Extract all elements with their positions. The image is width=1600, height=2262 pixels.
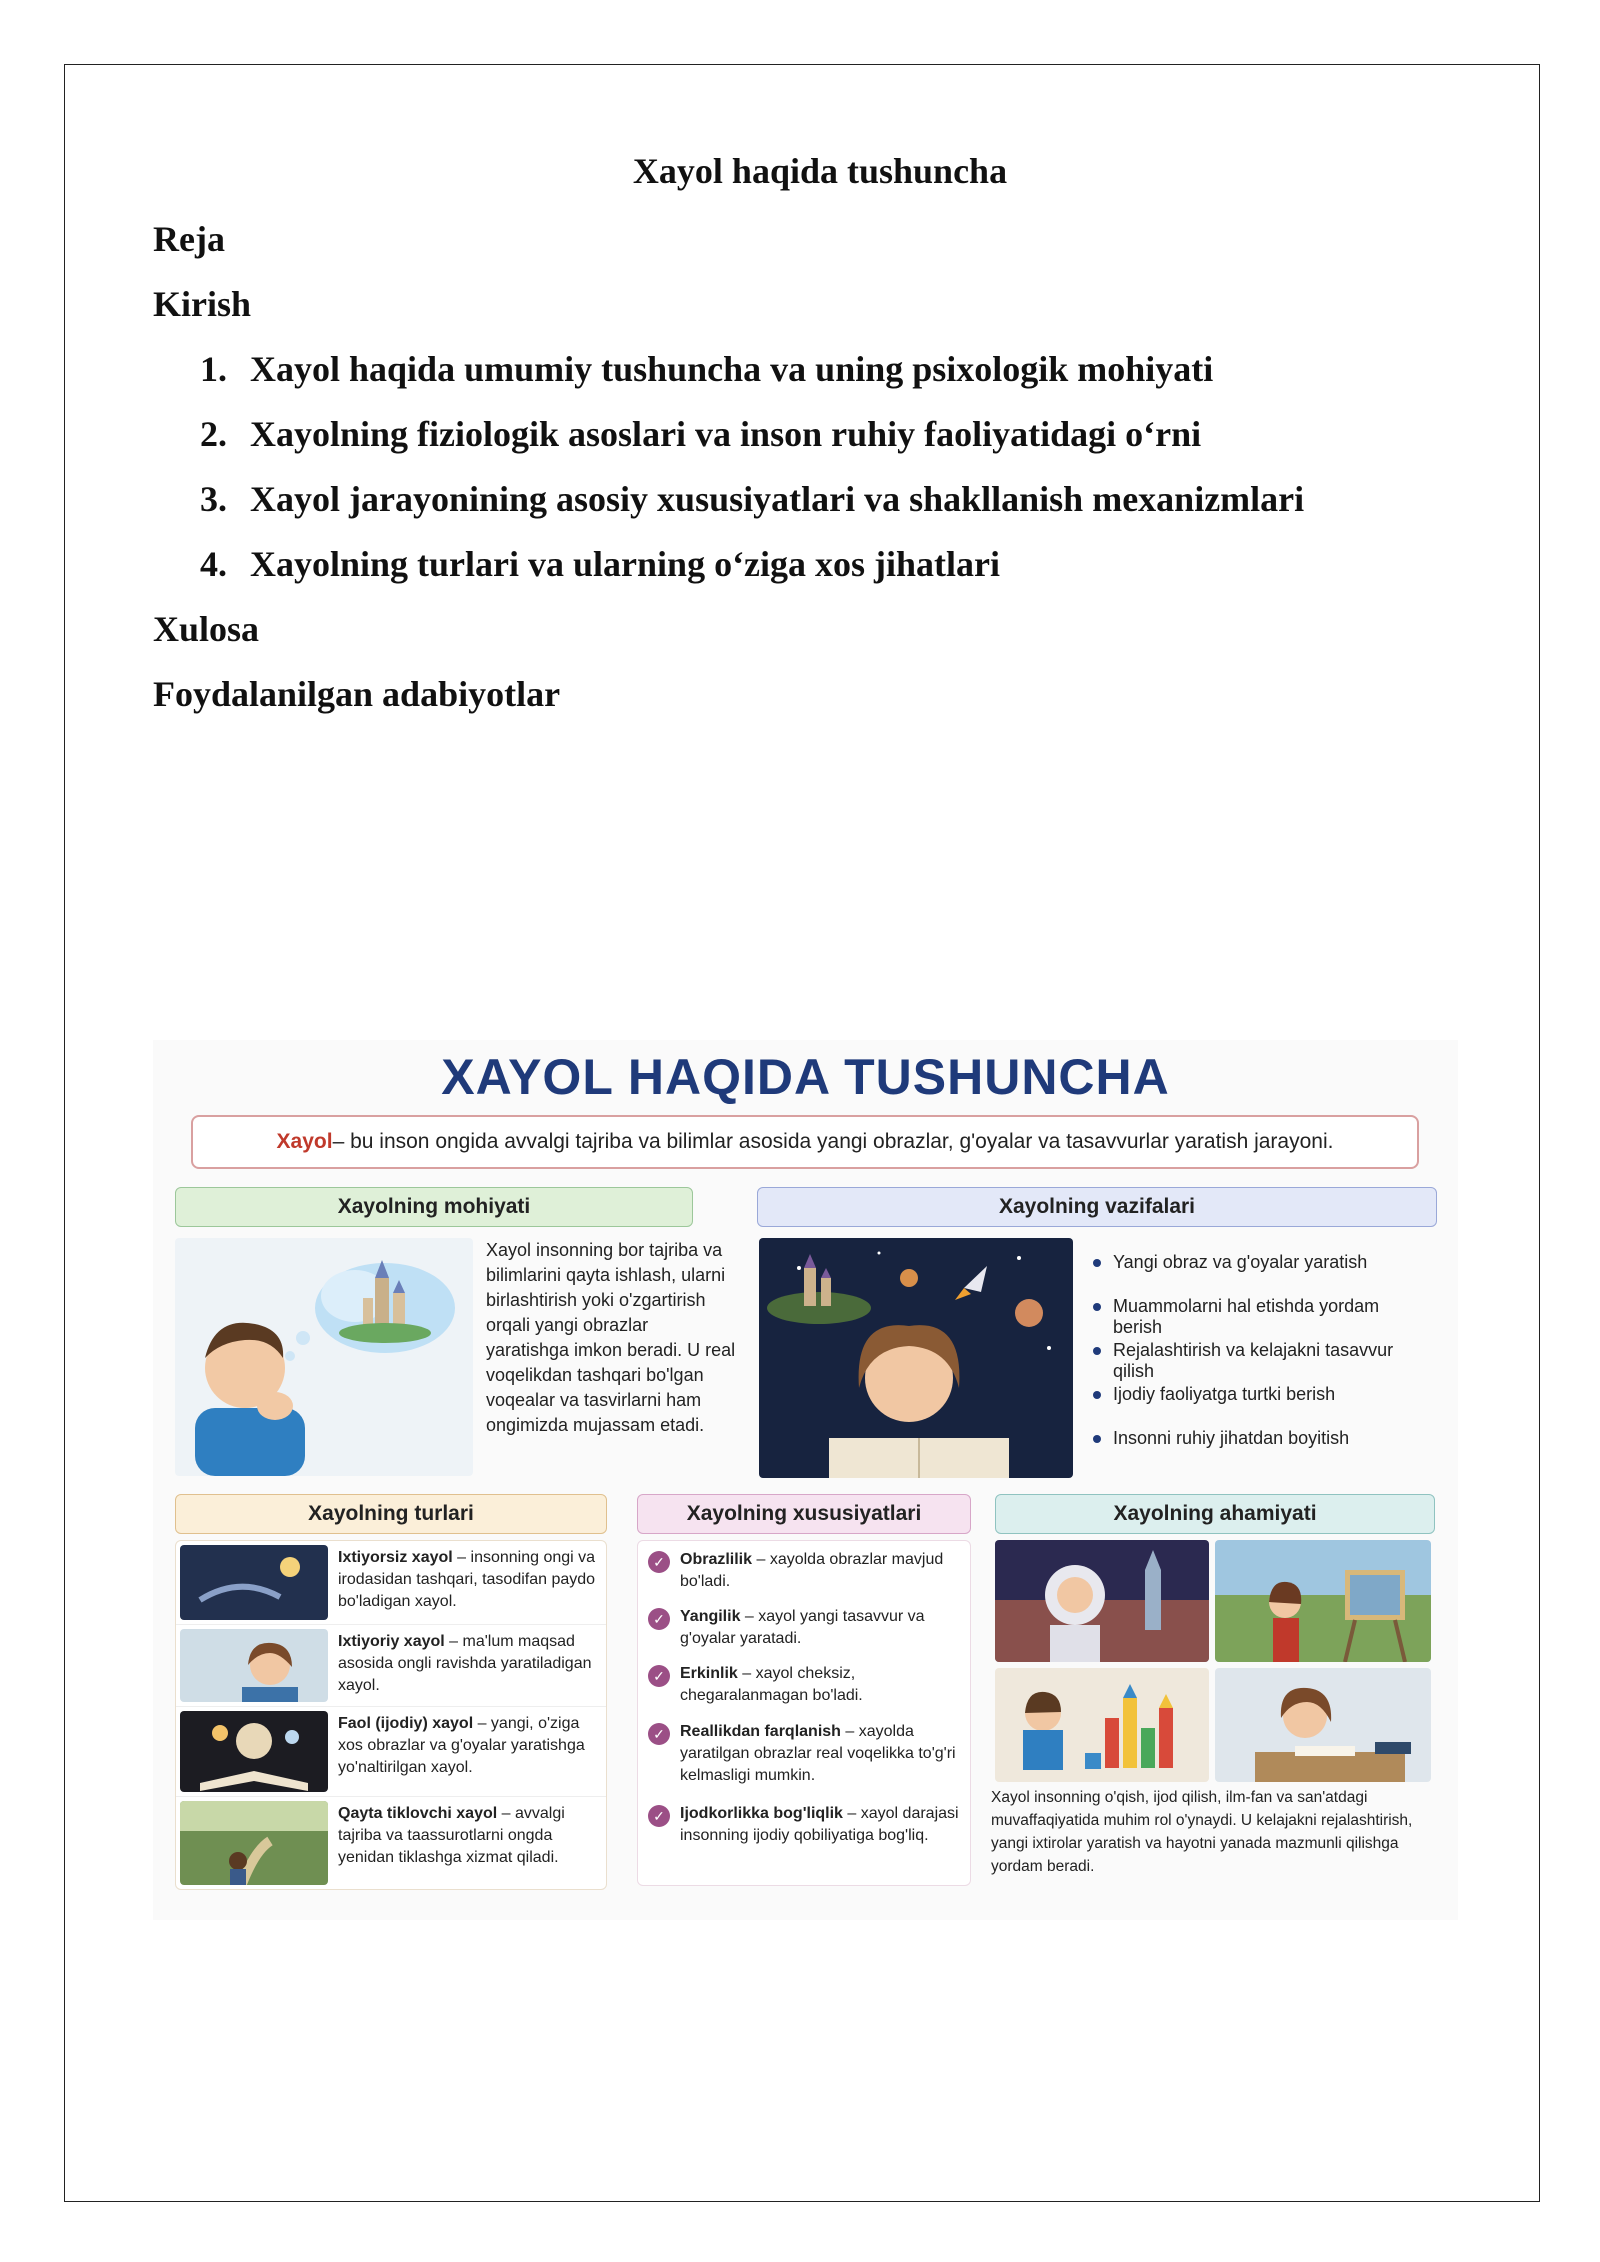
check-icon: ✓ bbox=[648, 1723, 670, 1745]
plan-item-text: Xayol jarayonining asosiy xususiyatlari va shakllanish mexanizmlari bbox=[250, 479, 1305, 519]
plan-item-text: Xayolning turlari va ularning o‘ziga xos jihatlari bbox=[250, 544, 1001, 584]
plan-item-number: 4. bbox=[200, 544, 227, 584]
xususiyatlari-heading: Xayolning xususiyatlari bbox=[637, 1494, 971, 1534]
definition-text: – bu inson ongida avvalgi tajriba va bilimlar asosida yangi obrazlar, g'oyalar va tasavvurlar yaratish jarayoni. bbox=[332, 1130, 1334, 1153]
xususiyat-name: Erkinlik bbox=[680, 1665, 738, 1682]
tur-item bbox=[176, 1797, 606, 1889]
tur-text bbox=[338, 1713, 600, 1779]
boy-dreaming-image bbox=[175, 1238, 473, 1476]
tur-item bbox=[176, 1625, 606, 1707]
girl-dreaming-image bbox=[759, 1238, 1073, 1478]
heading-xulosa: Xulosa bbox=[153, 609, 260, 649]
plan-item-3 bbox=[200, 478, 1304, 520]
infographic-title: XAYOL HAQIDA TUSHUNCHA bbox=[441, 1049, 1170, 1105]
vazifa-item: Yangi obraz va g'oyalar yaratish bbox=[1093, 1252, 1433, 1296]
xususiyat-desc: – xayolda obrazlar mavjud bo'ladi. bbox=[680, 1551, 944, 1590]
check-icon: ✓ bbox=[648, 1805, 670, 1827]
tur-desc: – yangi, o'ziga xos obrazlar va g'oyalar yaratishga yo'naltirilgan xayol. bbox=[338, 1715, 585, 1776]
vazifa-item: Muammolarni hal etishda yordam berish bbox=[1093, 1296, 1433, 1340]
xususiyat-desc: – xayol yangi tasavvur va g'oyalar yaratadi. bbox=[680, 1608, 925, 1647]
plan-item-1 bbox=[200, 348, 1213, 390]
tur-text bbox=[338, 1803, 600, 1869]
xususiyat-desc: – xayolda yaratilgan obrazlar real voqelikka to'g'ri kelmasligi mumkin. bbox=[680, 1723, 956, 1784]
definition-box bbox=[191, 1115, 1419, 1169]
plan-item-text: Xayolning fiziologik asoslari va inson ruhiy faoliyatidagi o‘rni bbox=[250, 414, 1202, 454]
turlari-heading: Xayolning turlari bbox=[175, 1494, 607, 1534]
tur-desc: – insonning ongi va irodasidan tashqari, tasodifan paydo bo'ladigan xayol. bbox=[338, 1549, 596, 1610]
plan-item-2 bbox=[200, 413, 1201, 455]
check-icon: ✓ bbox=[648, 1551, 670, 1573]
tur-item bbox=[176, 1541, 606, 1625]
xususiyat-desc: – xayol cheksiz, chegaralanmagan bo'ladi. bbox=[680, 1665, 863, 1704]
tur-desc: – ma'lum maqsad asosida ongli ravishda yaratiladigan xayol. bbox=[338, 1633, 592, 1694]
tur-thumbnail bbox=[180, 1801, 328, 1885]
vazifa-item: Rejalashtirish va kelajakni tasavvur qilish bbox=[1093, 1340, 1433, 1384]
astronaut-image bbox=[995, 1540, 1209, 1662]
turlari-panel bbox=[175, 1540, 607, 1890]
ahamiyati-text: Xayol insonning o'qish, ijod qilish, ilm-fan va san'atdagi muvaffaqiyatida muhim rol o'ynaydi. U kelajakni rejalashtirish, yangi ixtirolar yaratish va hayotni yanada mazmunli qilishga yordam beradi. bbox=[991, 1789, 1413, 1875]
vazifa-item: Insonni ruhiy jihatdan boyitish bbox=[1093, 1428, 1433, 1472]
xususiyat-name: Ijodkorlikka bog'liqlik bbox=[680, 1805, 843, 1822]
xususiyat-item bbox=[644, 1549, 964, 1593]
tur-thumbnail bbox=[180, 1711, 328, 1792]
xususiyat-name: Yangilik bbox=[680, 1608, 741, 1625]
plan-item-number: 3. bbox=[200, 479, 227, 519]
vazifalar-heading: Xayolning vazifalari bbox=[757, 1187, 1437, 1227]
mohiyat-heading: Xayolning mohiyati bbox=[175, 1187, 693, 1227]
plan-item-text: Xayol haqida umumiy tushuncha va uning psixologik mohiyati bbox=[250, 349, 1214, 389]
xususiyat-name: Reallikdan farqlanish bbox=[680, 1723, 841, 1740]
infographic bbox=[153, 1040, 1458, 1920]
vazifa-item: Ijodiy faoliyatga turtki berish bbox=[1093, 1384, 1433, 1428]
heading-adabiyotlar: Foydalanilgan adabiyotlar bbox=[153, 674, 561, 714]
plan-item-number: 1. bbox=[200, 349, 227, 389]
xususiyat-desc: – xayol darajasi insonning ijodiy qobiliyatiga bog'liq. bbox=[680, 1805, 959, 1844]
definition-term: Xayol bbox=[276, 1130, 333, 1153]
xususiyat-item bbox=[644, 1803, 964, 1847]
ahamiyati-heading: Xayolning ahamiyati bbox=[995, 1494, 1435, 1534]
boy-blocks-image bbox=[995, 1668, 1209, 1782]
xususiyat-name: Obrazlilik bbox=[680, 1551, 753, 1568]
tur-text bbox=[338, 1631, 600, 1697]
tur-thumbnail bbox=[180, 1545, 328, 1620]
heading-reja: Reja bbox=[153, 219, 225, 259]
girl-painting-image bbox=[1215, 1540, 1431, 1662]
tur-thumbnail bbox=[180, 1629, 328, 1702]
tur-name: Ixtiyoriy xayol bbox=[338, 1633, 445, 1650]
plan-item-number: 2. bbox=[200, 414, 227, 454]
tur-name: Faol (ijodiy) xayol bbox=[338, 1715, 474, 1732]
tur-text bbox=[338, 1547, 600, 1613]
vazifalar-list bbox=[1093, 1252, 1433, 1472]
tur-name: Ixtiyorsiz xayol bbox=[338, 1549, 453, 1566]
check-icon: ✓ bbox=[648, 1665, 670, 1687]
mohiyat-text: Xayol insonning bor tajriba va bilimlarini qayta ishlash, ularni birlashtirish yoki o'zgartirish orqali yangi obrazlar yaratishga imkon beradi. U real voqelikdan tashqari bo'lgan voqealar va tasvirlarni ham ongimizda mujassam etadi. bbox=[486, 1240, 736, 1435]
document-title: Xayol haqida tushuncha bbox=[632, 151, 1008, 191]
heading-kirish: Kirish bbox=[153, 284, 252, 324]
xususiyatlari-panel bbox=[637, 1540, 971, 1886]
girl-reading-image bbox=[1215, 1668, 1431, 1782]
plan-item-4 bbox=[200, 543, 1000, 585]
xususiyat-item bbox=[644, 1606, 964, 1650]
xususiyat-item bbox=[644, 1663, 964, 1707]
xususiyat-item bbox=[644, 1721, 964, 1787]
check-icon: ✓ bbox=[648, 1608, 670, 1630]
tur-name: Qayta tiklovchi xayol bbox=[338, 1805, 498, 1822]
tur-item bbox=[176, 1707, 606, 1797]
tur-desc: – avvalgi tajriba va taassurotlarni ongda yenidan tiklashga xizmat qiladi. bbox=[338, 1805, 565, 1866]
